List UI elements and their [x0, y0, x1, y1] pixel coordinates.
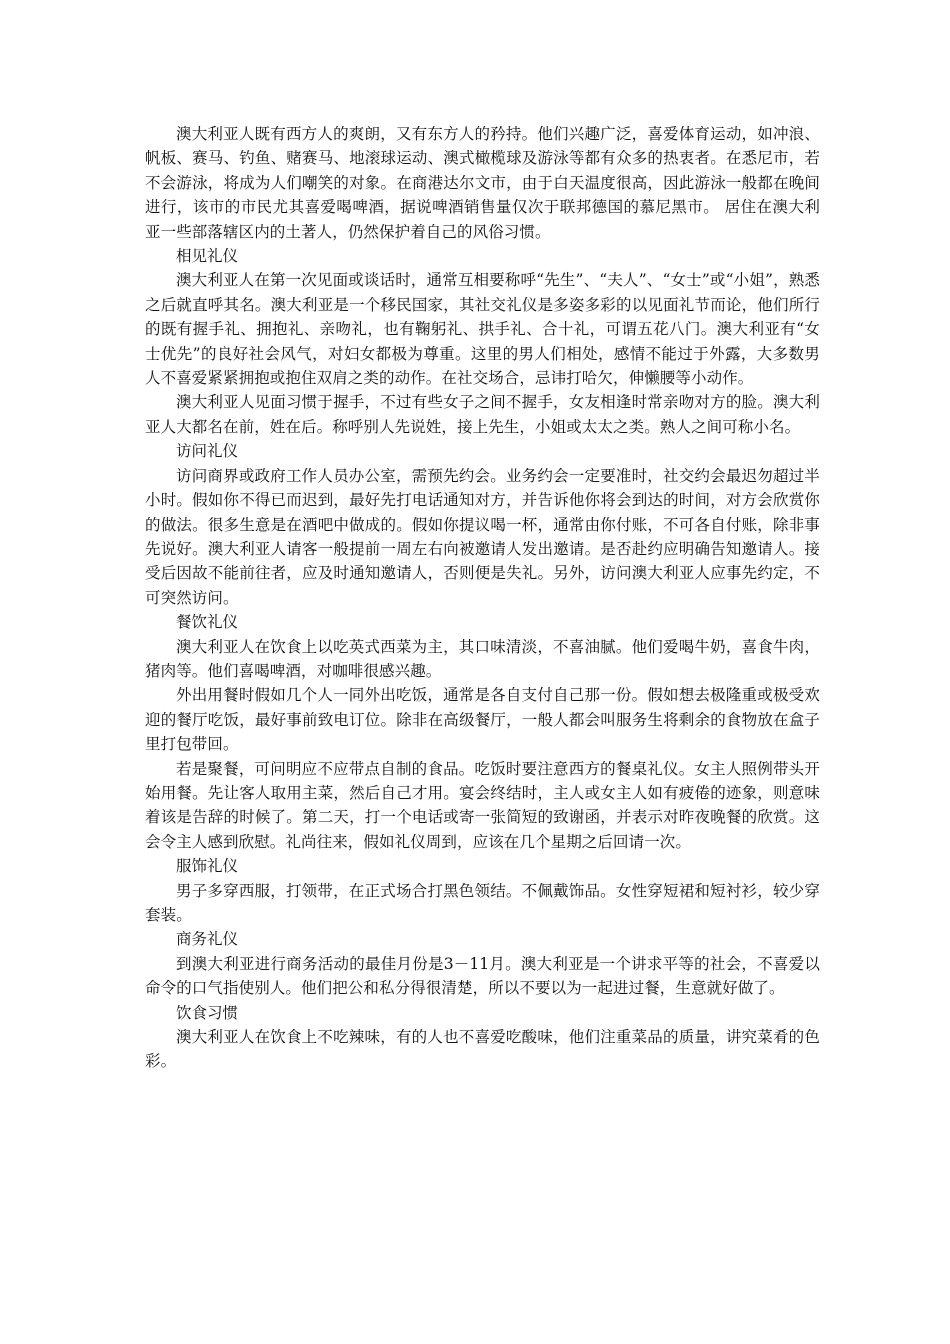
- paragraph-greeting-1: 澳大利亚人在第一次见面或谈话时，通常互相要称呼“先生”、“夫人”、“女士”或“小姐”，熟悉之后就直呼其名。澳大利亚是一个移民国家，其社交礼仪是多姿多彩的以见面礼节而论，他们所行的既有握手礼、拥抱礼、亲吻礼，也有鞠躬礼、拱手礼、合十礼，可谓五花八门。澳大利亚有“女士优先”的良好社会风气，对妇女都极为尊重。这里的男人们相处，感情不能过于外露，大多数男人不喜爱紧紧拥抱或抱住双肩之类的动作。在社交场合，忌讳打哈欠，伸懒腰等小动作。: [145, 271, 820, 388]
- paragraph-dress: 男子多穿西服，打领带，在正式场合打黑色领结。不佩戴饰品。女性穿短裙和短衬衫，较少穿套装。: [145, 881, 820, 924]
- paragraph-dining-2: 外出用餐时假如几个人一同外出吃饭，通常是各自支付自己那一份。假如想去极隆重或极受欢迎的餐厅吃饭，最好事前致电订位。除非在高级餐厅，一般人都会叫服务生将剩余的食物放在盒子里打包带回。: [145, 686, 820, 754]
- paragraph-visiting: 访问商界或政府工作人员办公室，需预先约会。业务约会一定要准时，社交约会最迟勿超过半小时。假如你不得已而迟到，最好先打电话通知对方，并告诉他你将会到达的时间，对方会欣赏你的做法。很多生意是在酒吧中做成的。假如你提议喝一杯，通常由你付账，不可各自付账，除非事先说好。澳大利亚人请客一般提前一周左右向被邀请人发出邀请。是否赴约应明确告知邀请人。接受后因故不能前往者，应及时通知邀请人，否则便是失礼。另外，访问澳大利亚人应事先约定，不可突然访问。: [145, 466, 820, 607]
- paragraph-intro: 澳大利亚人既有西方人的爽朗，又有东方人的矜持。他们兴趣广泛，喜爱体育运动，如冲浪、帆板、赛马、钓鱼、赌赛马、地滚球运动、澳式橄榄球及游泳等都有众多的热衷者。在悉尼市，若不会游泳，将成为人们嘲笑的对象。在商港达尔文市，由于白天温度很高，因此游泳一般都在晚间进行，该市的市民尤其喜爱喝啤酒，据说啤酒销售量仅次于联邦德国的慕尼黑市。 居住在澳大利亚一些部落辖区内的土著人，仍然保护着自己的风俗习惯。: [145, 125, 820, 241]
- document-body: [145, 122, 820, 1074]
- section-heading-business: 商务礼仪: [176, 930, 239, 949]
- paragraph-business: 到澳大利亚进行商务活动的最佳月份是3－11月。澳大利亚是一个讲求平等的社会，不喜爱以命令的口气指使别人。他们把公和私分得很清楚，所以不要以为一起进过餐，生意就好做了。: [145, 954, 820, 998]
- paragraph-dining-1: 澳大利亚人在饮食上以吃英式西菜为主，其口味清淡，不喜油腻。他们爱喝牛奶，喜食牛肉，猪肉等。他们喜喝啤酒，对咖啡很感兴趣。: [145, 637, 820, 680]
- section-heading-food-habits: 饮食习惯: [176, 1003, 239, 1022]
- section-heading-greeting: 相见礼仪: [176, 247, 239, 266]
- section-heading-dining: 餐饮礼仪: [176, 613, 239, 632]
- paragraph-food-habits: 澳大利亚人在饮食上不吃辣味，有的人也不喜爱吃酸味，他们注重菜品的质量，讲究菜肴的色彩。: [145, 1028, 820, 1071]
- section-heading-visiting: 访问礼仪: [176, 442, 239, 461]
- paragraph-dining-3: 若是聚餐，可问明应不应带点自制的食品。吃饭时要注意西方的餐桌礼仪。女主人照例带头开始用餐。先让客人取用主菜，然后自己才用。宴会终结时，主人或女主人如有疲倦的迹象，则意味着该是告辞的时候了。第二天，打一个电话或寄一张简短的致谢函，并表示对昨夜晚餐的欣赏。这会令主人感到欣慰。礼尚往来，假如礼仪周到，应该在几个星期之后回请一次。: [145, 759, 820, 851]
- section-heading-dress: 服饰礼仪: [176, 857, 239, 876]
- paragraph-greeting-2: 澳大利亚人见面习惯于握手，不过有些女子之间不握手，女友相逢时常亲吻对方的脸。澳大利亚人大都名在前，姓在后。称呼别人先说姓，接上先生，小姐或太太之类。熟人之间可称小名。: [145, 393, 820, 436]
